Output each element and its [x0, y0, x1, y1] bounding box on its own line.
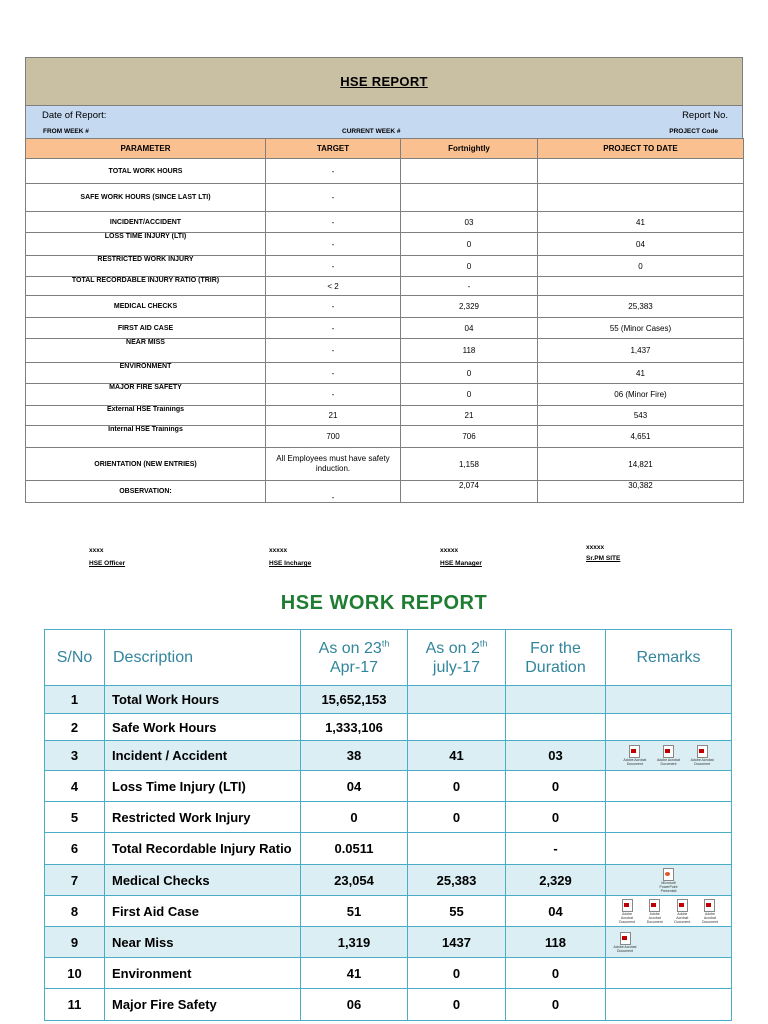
project-to-date-cell: 55 (Minor Cases): [538, 318, 744, 339]
work-report-header-row: [45, 630, 732, 686]
date-of-report-label: Date of Report:: [42, 109, 107, 121]
description-cell: First Aid Case: [105, 896, 301, 927]
hse-report-title-band: [25, 57, 743, 106]
table-row: [45, 896, 732, 927]
project-to-date-cell: 06 (Minor Fire): [538, 384, 744, 406]
parameter-cell: ORIENTATION (NEW ENTRIES): [26, 448, 266, 481]
sno-cell: 7: [45, 865, 105, 896]
col-header-fortnightly: Fortnightly: [401, 139, 538, 159]
ppt-attachment-icon[interactable]: [656, 868, 682, 893]
header-text: Duration: [525, 658, 586, 676]
duration-cell: 0: [506, 771, 606, 802]
fortnightly-cell: [401, 184, 538, 212]
table-row: [45, 865, 732, 896]
duration-cell: 0: [506, 989, 606, 1021]
description-cell: Loss Time Injury (LTI): [105, 771, 301, 802]
attachment-caption: Adobe Acrobat Document: [701, 911, 718, 924]
table-row: [26, 318, 744, 339]
current-week-label: CURRENT WEEK #: [342, 128, 401, 135]
table-row: [26, 384, 744, 406]
hse-report-header-row: [26, 139, 744, 159]
remarks-cell: [606, 741, 732, 771]
sno-cell: 1: [45, 686, 105, 714]
attachment-caption: Adobe Acrobat Document: [613, 944, 637, 953]
pdf-icon: [704, 899, 715, 912]
ppt-icon: [663, 868, 674, 881]
target-cell: -: [266, 159, 401, 184]
as-on-july-cell: [408, 714, 506, 741]
signature-role: HSE Manager: [440, 560, 482, 567]
duration-cell: 118: [506, 927, 606, 958]
description-cell: Total Recordable Injury Ratio: [105, 833, 301, 865]
duration-cell: 2,329: [506, 865, 606, 896]
as-on-july-cell: 0: [408, 989, 506, 1021]
table-row: [26, 256, 744, 277]
attachment-caption: Microsoft PowerPoint Presentati: [659, 880, 678, 893]
fortnightly-cell: 0: [401, 384, 538, 406]
table-row: [45, 989, 732, 1021]
duration-cell: [506, 686, 606, 714]
signature-name: xxxxx: [440, 547, 459, 554]
project-to-date-cell: [538, 184, 744, 212]
sno-cell: 6: [45, 833, 105, 865]
col-header-as-on-july: [408, 630, 506, 686]
hse-report-table: [25, 138, 744, 503]
as-on-july-cell: 25,383: [408, 865, 506, 896]
header-text: For the: [530, 639, 581, 657]
pdf-icon: [629, 745, 640, 758]
remarks-cell: [606, 802, 732, 833]
parameter-cell: INCIDENT/ACCIDENT: [26, 212, 266, 233]
parameter-cell: ENVIRONMENT: [26, 363, 266, 384]
duration-cell: 04: [506, 896, 606, 927]
table-row: [26, 212, 744, 233]
pdf-icon: [622, 899, 633, 912]
fortnightly-cell: 2,329: [401, 296, 538, 318]
target-cell: -: [266, 256, 401, 277]
target-cell: -: [266, 339, 401, 363]
col-header-as-on-apr: [301, 630, 408, 686]
fortnightly-cell: -: [401, 277, 538, 296]
project-to-date-cell: 1,437: [538, 339, 744, 363]
project-to-date-cell: 0: [538, 256, 744, 277]
table-row: [26, 426, 744, 448]
pdf-attachment-icon[interactable]: [644, 899, 666, 924]
as-on-apr-cell: 23,054: [301, 865, 408, 896]
sno-cell: 8: [45, 896, 105, 927]
target-cell: -: [266, 212, 401, 233]
as-on-apr-cell: 0.0511: [301, 833, 408, 865]
project-to-date-cell: 41: [538, 363, 744, 384]
as-on-july-cell: 1437: [408, 927, 506, 958]
project-to-date-cell: 543: [538, 406, 744, 426]
remarks-cell: [606, 958, 732, 989]
table-row: [26, 339, 744, 363]
duration-cell: 0: [506, 802, 606, 833]
fortnightly-cell: 21: [401, 406, 538, 426]
fortnightly-cell: 706: [401, 426, 538, 448]
from-week-label: FROM WEEK #: [43, 128, 89, 135]
pdf-icon: [677, 899, 688, 912]
as-on-apr-cell: 51: [301, 896, 408, 927]
fortnightly-cell: 03: [401, 212, 538, 233]
as-on-apr-cell: 06: [301, 989, 408, 1021]
table-row: [45, 802, 732, 833]
fortnightly-cell: 1,158: [401, 448, 538, 481]
parameter-cell: SAFE WORK HOURS (SINCE LAST LTI): [26, 184, 266, 212]
as-on-apr-cell: 15,652,153: [301, 686, 408, 714]
table-row: [45, 771, 732, 802]
target-cell: -: [266, 384, 401, 406]
fortnightly-cell: [401, 159, 538, 184]
table-row: [26, 481, 744, 503]
as-on-july-cell: [408, 833, 506, 865]
signature-hse-incharge: [269, 547, 311, 567]
parameter-cell: MAJOR FIRE SAFETY: [26, 384, 266, 406]
project-to-date-cell: 25,383: [538, 296, 744, 318]
description-cell: Medical Checks: [105, 865, 301, 896]
remarks-cell: [606, 833, 732, 865]
parameter-cell: MEDICAL CHECKS: [26, 296, 266, 318]
hse-work-report-table: [44, 629, 732, 1021]
pdf-attachment-icon[interactable]: [689, 745, 715, 766]
fortnightly-cell: 04: [401, 318, 538, 339]
target-cell: 700: [266, 426, 401, 448]
target-cell: -: [266, 296, 401, 318]
as-on-july-cell: 0: [408, 771, 506, 802]
table-row: [45, 927, 732, 958]
header-text: Apr-17: [329, 658, 379, 676]
signature-role: HSE Incharge: [269, 560, 312, 567]
report-no-label: Report No.: [682, 109, 728, 121]
table-row: [26, 296, 744, 318]
pdf-icon: [649, 899, 660, 912]
sno-cell: 4: [45, 771, 105, 802]
table-row: [45, 686, 732, 714]
signature-role: HSE Officer: [89, 560, 126, 567]
parameter-cell: FIRST AID CASE: [26, 318, 266, 339]
parameter-cell: OBSERVATION:: [26, 481, 266, 503]
project-to-date-cell: [538, 159, 744, 184]
sno-cell: 5: [45, 802, 105, 833]
remarks-cell: [606, 989, 732, 1021]
col-header-duration: [506, 630, 606, 686]
project-to-date-cell: 41: [538, 212, 744, 233]
table-row: [26, 233, 744, 256]
as-on-apr-cell: 38: [301, 741, 408, 771]
table-row: [26, 363, 744, 384]
attachment-caption: Adobe Acrobat Document: [646, 911, 663, 924]
remarks-cell: [606, 686, 732, 714]
parameter-cell: LOSS TIME INJURY (LTI): [26, 233, 266, 256]
sno-cell: 10: [45, 958, 105, 989]
duration-cell: 0: [506, 958, 606, 989]
duration-cell: 03: [506, 741, 606, 771]
project-to-date-cell: 04: [538, 233, 744, 256]
duration-cell: -: [506, 833, 606, 865]
parameter-cell: TOTAL RECORDABLE INJURY RATIO (TRIR): [26, 277, 266, 296]
signature-role: Sr.PM SITE: [586, 555, 621, 562]
header-text: As on 23: [318, 639, 382, 657]
fortnightly-cell: 118: [401, 339, 538, 363]
as-on-apr-cell: 1,319: [301, 927, 408, 958]
description-cell: Total Work Hours: [105, 686, 301, 714]
col-header-parameter: PARAMETER: [26, 139, 266, 159]
sno-cell: 3: [45, 741, 105, 771]
target-cell: -: [266, 481, 401, 503]
sno-cell: 11: [45, 989, 105, 1021]
table-row: [26, 159, 744, 184]
parameter-cell: NEAR MISS: [26, 339, 266, 363]
col-header-sno: S/No: [45, 630, 105, 686]
pdf-icon: [620, 932, 631, 945]
parameter-cell: External HSE Trainings: [26, 406, 266, 426]
description-cell: Safe Work Hours: [105, 714, 301, 741]
description-cell: Near Miss: [105, 927, 301, 958]
fortnightly-cell: 0: [401, 363, 538, 384]
date-row: [25, 106, 743, 124]
col-header-project-to-date: PROJECT TO DATE: [538, 139, 744, 159]
parameter-cell: Internal HSE Trainings: [26, 426, 266, 448]
target-cell: 21: [266, 406, 401, 426]
pdf-attachment-icon[interactable]: [612, 932, 638, 953]
description-cell: Environment: [105, 958, 301, 989]
project-to-date-cell: 4,651: [538, 426, 744, 448]
hse-report-title: HSE REPORT: [340, 74, 428, 89]
table-row: [26, 448, 744, 481]
as-on-july-cell: [408, 686, 506, 714]
table-row: [45, 958, 732, 989]
header-superscript: th: [381, 638, 390, 649]
signature-name: xxxx: [89, 547, 104, 554]
signature-hse-officer: [89, 547, 125, 567]
sno-cell: 2: [45, 714, 105, 741]
fortnightly-cell: 0: [401, 233, 538, 256]
attachment-caption: Adobe Acrobat Document: [623, 758, 647, 766]
attachment-caption: Adobe Acrobat Document: [657, 758, 680, 766]
pdf-attachment-icon[interactable]: [616, 899, 638, 924]
description-cell: Restricted Work Injury: [105, 802, 301, 833]
project-to-date-cell: 30,382: [538, 481, 744, 503]
signature-name: xxxxx: [269, 547, 288, 554]
project-to-date-cell: 14,821: [538, 448, 744, 481]
col-header-remarks: Remarks: [606, 630, 732, 686]
target-cell: -: [266, 184, 401, 212]
pdf-attachment-icon[interactable]: [622, 745, 648, 766]
fortnightly-cell: 2,074: [401, 481, 538, 503]
attachment-caption: Adobe Acrobat Document: [619, 911, 636, 924]
remarks-cell: [606, 865, 732, 896]
fortnightly-cell: 0: [401, 256, 538, 277]
target-cell: -: [266, 363, 401, 384]
remarks-cell: [606, 927, 732, 958]
table-row: [26, 184, 744, 212]
as-on-july-cell: 0: [408, 958, 506, 989]
table-row: [45, 714, 732, 741]
duration-cell: [506, 714, 606, 741]
table-row: [45, 741, 732, 771]
target-cell: < 2: [266, 277, 401, 296]
description-cell: Incident / Accident: [105, 741, 301, 771]
project-code-label: PROJECT Code: [669, 128, 718, 135]
target-cell: -: [266, 318, 401, 339]
remarks-cell: [606, 896, 732, 927]
table-row: [45, 833, 732, 865]
hse-report-sheet: [25, 57, 743, 503]
signature-name: xxxxx: [586, 544, 605, 551]
table-row: [26, 277, 744, 296]
parameter-cell: TOTAL WORK HOURS: [26, 159, 266, 184]
remarks-cell: [606, 771, 732, 802]
pdf-attachment-icon[interactable]: [699, 899, 721, 924]
week-row: [25, 124, 743, 138]
as-on-july-cell: 0: [408, 802, 506, 833]
description-cell: Major Fire Safety: [105, 989, 301, 1021]
attachment-caption: Adobe Acrobat Document: [690, 758, 714, 766]
as-on-apr-cell: 0: [301, 802, 408, 833]
as-on-apr-cell: 04: [301, 771, 408, 802]
as-on-apr-cell: 41: [301, 958, 408, 989]
signature-hse-manager: [440, 547, 482, 567]
signature-sr-pm-site: [586, 544, 620, 562]
target-cell: All Employees must have safety induction.: [266, 448, 401, 481]
remarks-cell: [606, 714, 732, 741]
header-text: july-17: [432, 658, 481, 676]
as-on-july-cell: 55: [408, 896, 506, 927]
attachment-caption: Adobe Acrobat Document: [674, 911, 691, 924]
sno-cell: 9: [45, 927, 105, 958]
pdf-icon: [663, 745, 674, 758]
project-to-date-cell: [538, 277, 744, 296]
col-header-description: Description: [105, 630, 301, 686]
as-on-july-cell: 41: [408, 741, 506, 771]
pdf-attachment-icon[interactable]: [671, 899, 693, 924]
header-text: As on 2: [425, 639, 480, 657]
target-cell: -: [266, 233, 401, 256]
parameter-cell: RESTRICTED WORK INJURY: [26, 256, 266, 277]
col-header-target: TARGET: [266, 139, 401, 159]
header-superscript: th: [479, 638, 488, 649]
hse-work-report-title: HSE WORK REPORT: [280, 592, 488, 614]
pdf-attachment-icon[interactable]: [656, 745, 682, 766]
as-on-apr-cell: 1,333,106: [301, 714, 408, 741]
table-row: [26, 406, 744, 426]
pdf-icon: [697, 745, 708, 758]
